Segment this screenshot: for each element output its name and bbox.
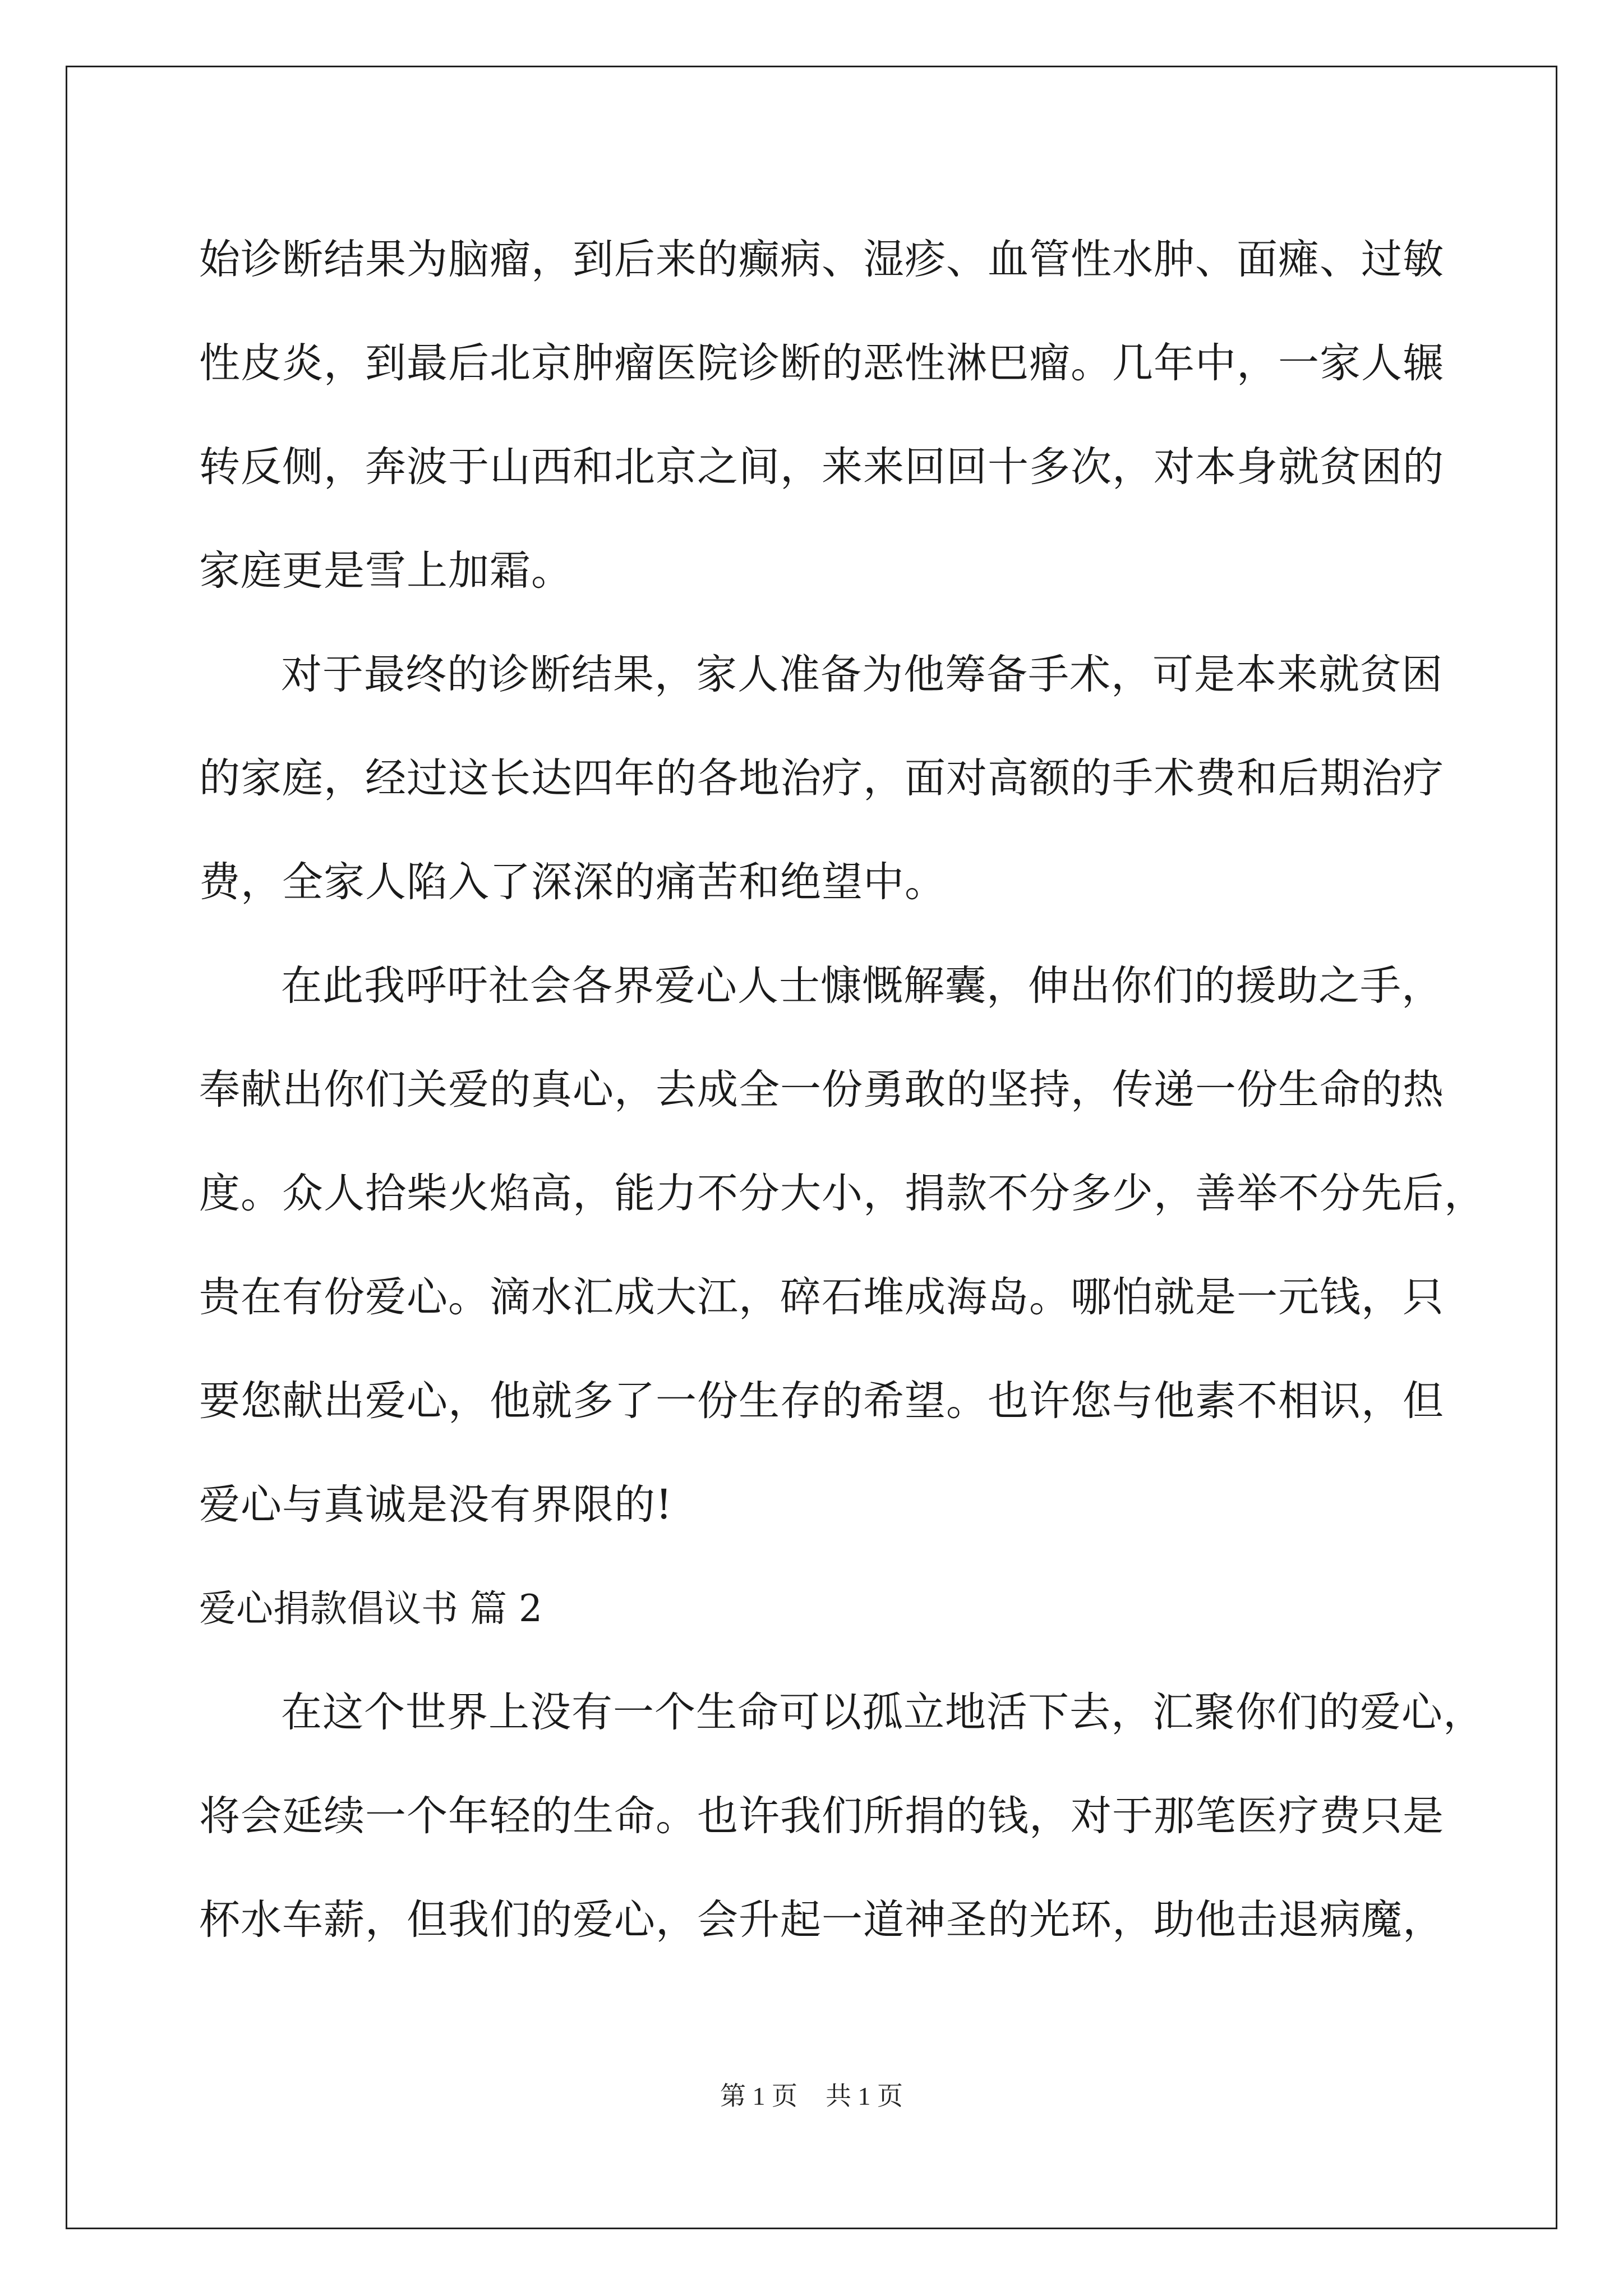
- paragraph-3-line-3: 度。众人拾柴火焰高，能力不分大小，捐款不分多少，善举不分先后，: [199, 1170, 1486, 1217]
- paragraph-1-line-4: 家庭更是雪上加霜。: [199, 547, 573, 595]
- section-heading: 爱心捐款倡议书 篇 2: [199, 1587, 542, 1630]
- paragraph-2-line-1: 对于最终的诊断结果，家人准备为他筹备手术，可是本来就贫困: [281, 651, 1443, 698]
- paragraph-1-line-3: 转反侧，奔波于山西和北京之间，来来回回十多次，对本身就贫困的: [199, 443, 1444, 491]
- page-total: 共 1 页: [826, 2082, 903, 2110]
- document-body: [199, 208, 1486, 1972]
- paragraph-1-line-1: 始诊断结果为脑瘤，到后来的癫病、湿疹、血管性水肿、面瘫、过敏: [199, 236, 1444, 283]
- paragraph-2-line-2: 的家庭，经过这长达四年的各地治疗，面对高额的手术费和后期治疗: [199, 754, 1444, 802]
- page-number: 第 1 页: [720, 2082, 797, 2110]
- paragraph-3-line-2: 奉献出你们关爱的真心，去成全一份勇敢的坚持，传递一份生命的热: [199, 1066, 1444, 1114]
- paragraph-4-line-2: 将会延续一个年轻的生命。也许我们所捐的钱，对于那笔医疗费只是: [199, 1792, 1444, 1840]
- paragraph-3-line-1: 在此我呼吁社会各界爱心人士慷慨解囊，伸出你们的援助之手，: [281, 962, 1443, 1010]
- paragraph-1-line-2: 性皮炎，到最后北京肿瘤医院诊断的恶性淋巴瘤。几年中，一家人辗: [199, 339, 1444, 387]
- paragraph-4-line-3: 杯水车薪，但我们的爱心，会升起一道神圣的光环，助他击退病魔，: [199, 1896, 1444, 1944]
- paragraph-2-line-3: 费，全家人陷入了深深的痛苦和绝望中。: [199, 858, 946, 906]
- paragraph-3-line-6: 爱心与真诚是没有界限的!: [199, 1481, 673, 1529]
- paragraph-3-line-4: 贵在有份爱心。滴水汇成大江，碎石堆成海岛。哪怕就是一元钱，只: [199, 1273, 1444, 1321]
- page-footer: [0, 2076, 1623, 2113]
- paragraph-4-line-1: 在这个世界上没有一个生命可以孤立地活下去，汇聚你们的爱心，: [281, 1688, 1484, 1736]
- paragraph-3-line-5: 要您献出爱心，他就多了一份生存的希望。也许您与他素不相识，但: [199, 1377, 1444, 1425]
